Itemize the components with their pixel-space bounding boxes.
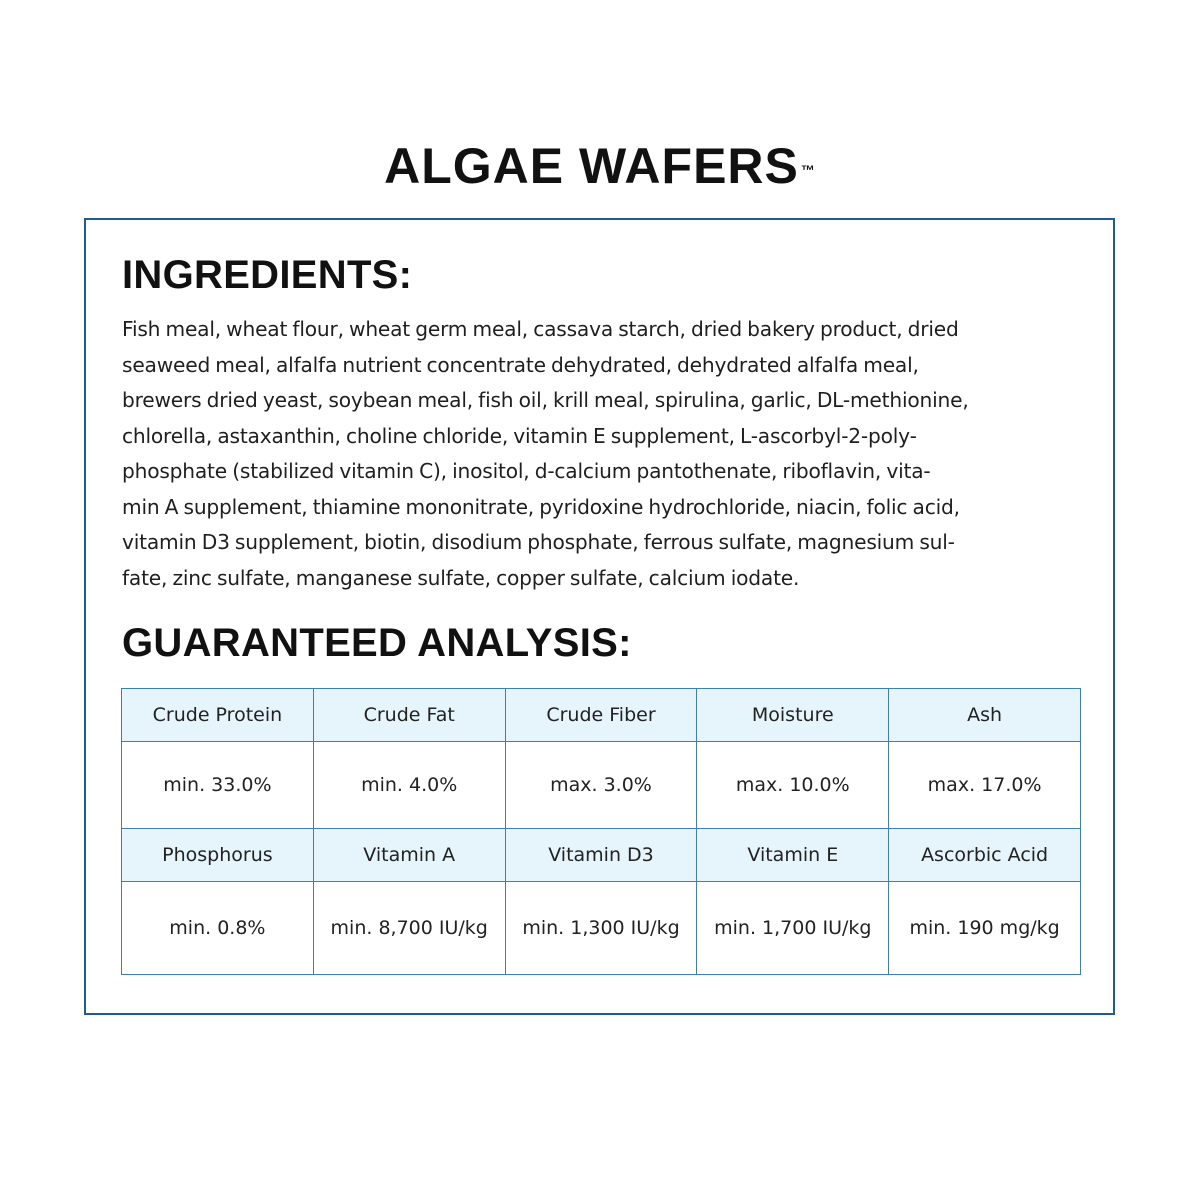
nutrient-value-cell: max. 10.0% [697, 742, 889, 829]
nutrient-value-cell: min. 190 mg/kg [889, 882, 1081, 975]
nutrient-name-cell: Moisture [697, 689, 889, 742]
nutrient-name-cell: Vitamin E [697, 829, 889, 882]
nutrient-value-cell: max. 3.0% [505, 742, 697, 829]
nutrient-name-cell: Crude Fat [313, 689, 505, 742]
ingredients-list [122, 312, 1088, 596]
nutrient-name-cell: Crude Protein [122, 689, 314, 742]
guaranteed-analysis-table [121, 688, 1081, 975]
nutrient-name-cell: Ash [889, 689, 1081, 742]
guaranteed-analysis-heading: GUARANTEED ANALYSIS: [122, 621, 632, 665]
nutrient-value-cell: min. 4.0% [313, 742, 505, 829]
nutrient-value-cell: min. 33.0% [122, 742, 314, 829]
ingredients-line: min A supplement, thiamine mononitrate, pyridoxine hydrochloride, niacin, folic acid, [122, 494, 960, 519]
product-title-text: ALGAE WAFERS [384, 138, 799, 194]
nutrient-value-cell: min. 1,700 IU/kg [697, 882, 889, 975]
table-header-row [122, 829, 1081, 882]
table-value-row [122, 882, 1081, 975]
trademark-symbol: ™ [800, 162, 816, 178]
ingredients-line: fate, zinc sulfate, manganese sulfate, copper sulfate, calcium iodate. [122, 565, 800, 590]
nutrient-name-cell: Vitamin A [313, 829, 505, 882]
nutrient-value-cell: min. 8,700 IU/kg [313, 882, 505, 975]
label-panel [84, 218, 1115, 1015]
ingredients-line: Fish meal, wheat flour, wheat germ meal, cassava starch, dried bakery product, dried [122, 317, 959, 341]
ingredients-line: seaweed meal, alfalfa nutrient concentrate dehydrated, dehydrated alfalfa meal, [122, 352, 919, 377]
nutrient-name-cell: Vitamin D3 [505, 829, 697, 882]
nutrient-value-cell: max. 17.0% [889, 742, 1081, 829]
nutrient-value-cell: min. 0.8% [122, 882, 314, 975]
ingredients-line: brewers dried yeast, soybean meal, fish oil, krill meal, spirulina, garlic, DL-methionine, [122, 388, 969, 412]
nutrient-value-cell: min. 1,300 IU/kg [505, 882, 697, 975]
ingredients-line: phosphate (stabilized vitamin C), inositol, d-calcium pantothenate, riboflavin, vita- [122, 459, 931, 483]
table-value-row [122, 742, 1081, 829]
table-header-row [122, 689, 1081, 742]
ingredients-line: vitamin D3 supplement, biotin, disodium phosphate, ferrous sulfate, magnesium sul- [122, 530, 955, 554]
product-title [0, 138, 1200, 194]
ingredients-line: chlorella, astaxanthin, choline chloride, vitamin E supplement, L-ascorbyl-2-poly- [122, 423, 917, 448]
nutrient-name-cell: Crude Fiber [505, 689, 697, 742]
nutrient-name-cell: Ascorbic Acid [889, 829, 1081, 882]
nutrient-name-cell: Phosphorus [122, 829, 314, 882]
ingredients-heading: INGREDIENTS: [122, 253, 413, 297]
